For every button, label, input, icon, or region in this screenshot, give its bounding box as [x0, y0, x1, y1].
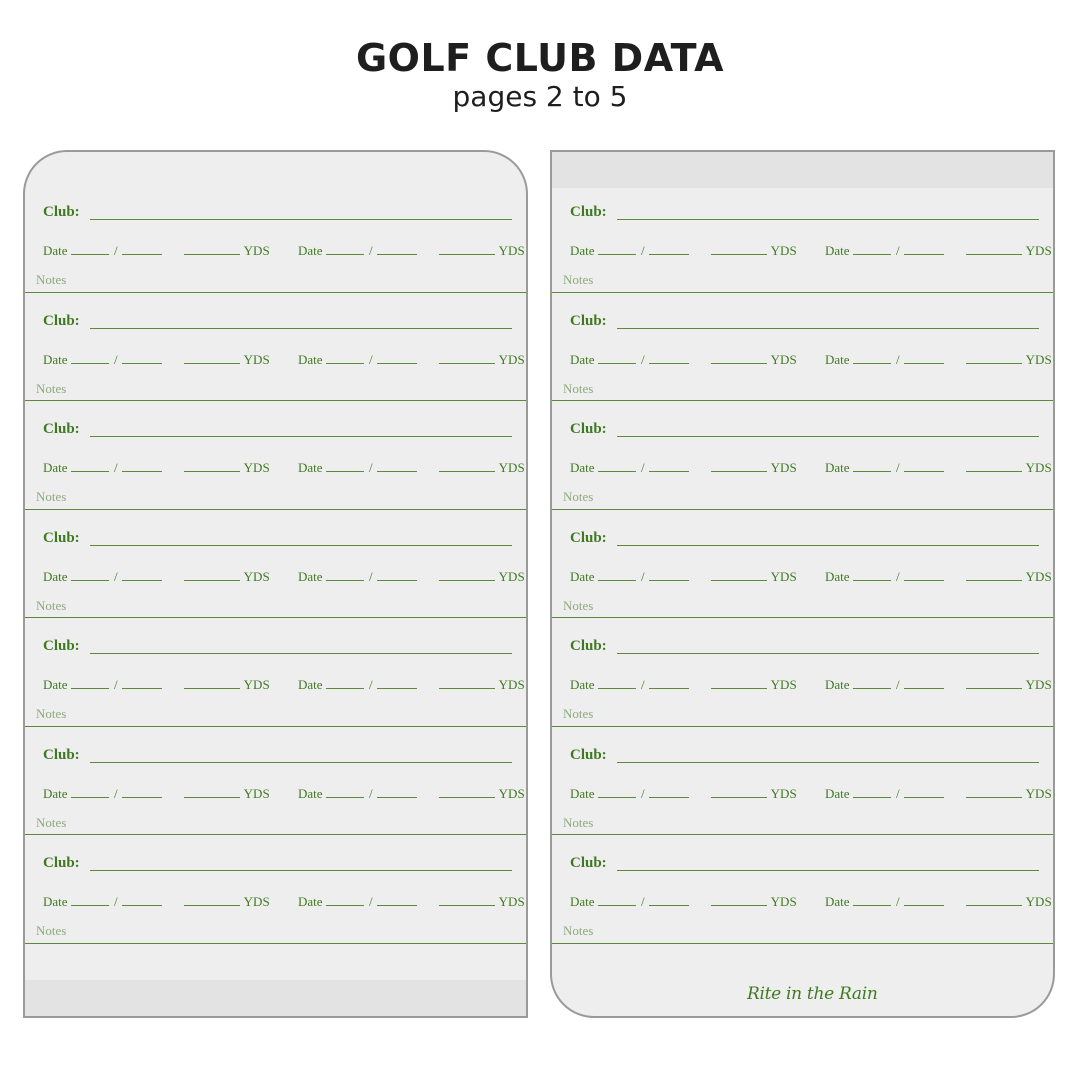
date-separator: /: [641, 568, 645, 584]
date-label: Date: [825, 894, 850, 909]
club-label: Club:: [570, 204, 607, 220]
yardage-field[interactable]: [184, 785, 240, 798]
yds-label: YDS: [1025, 351, 1052, 367]
date-month-field[interactable]: [853, 893, 891, 906]
brand-logo: Rite in the Rain: [747, 984, 878, 1004]
date-label: Date: [825, 785, 850, 801]
date-label: Date: [825, 677, 850, 692]
club-label: Club:: [570, 746, 607, 763]
date-separator: /: [896, 568, 900, 584]
date-day-field[interactable]: [649, 242, 689, 255]
club-name-field[interactable]: [90, 219, 512, 220]
club-label: Club:: [43, 529, 80, 546]
yds-label: YDS: [498, 785, 525, 801]
page-title: GOLF CLUB DATA: [355, 36, 725, 80]
date-day-field[interactable]: [377, 351, 417, 364]
yardage-field[interactable]: [966, 459, 1022, 472]
date-label: Date: [298, 677, 323, 692]
notes-label: Notes: [563, 489, 594, 504]
date-separator: /: [896, 460, 900, 475]
yardage-field[interactable]: [439, 893, 495, 906]
yardage-field[interactable]: [439, 351, 495, 364]
date-day-field[interactable]: [377, 459, 417, 472]
date-month-field[interactable]: [853, 676, 891, 689]
yardage-field[interactable]: [184, 893, 240, 906]
notes-label: Notes: [36, 814, 67, 830]
date-month-field[interactable]: [598, 893, 636, 906]
club-entry: [25, 727, 526, 836]
club-name-field[interactable]: [90, 328, 512, 329]
club-name-field[interactable]: [90, 870, 512, 871]
yds-label: YDS: [770, 351, 797, 367]
date-distance-group: [298, 351, 525, 368]
date-day-field[interactable]: [904, 568, 944, 581]
date-month-field[interactable]: [853, 568, 891, 581]
date-label: Date: [570, 568, 595, 584]
yardage-field[interactable]: [711, 242, 767, 255]
yardage-field[interactable]: [184, 242, 240, 255]
yds-label: YDS: [243, 677, 270, 692]
club-name-field[interactable]: [90, 762, 512, 763]
date-distance-group: [43, 568, 270, 585]
date-label: Date: [298, 460, 323, 475]
date-distance-group: [43, 893, 270, 910]
date-month-field[interactable]: [326, 459, 364, 472]
yds-label: YDS: [498, 894, 525, 909]
notebook-page-left: [23, 150, 528, 1018]
date-day-field[interactable]: [904, 785, 944, 798]
yds-label: YDS: [1025, 677, 1052, 692]
date-separator: /: [369, 785, 373, 801]
date-distance-group: [825, 459, 1052, 476]
club-entry: [552, 293, 1053, 402]
club-name-field[interactable]: [617, 328, 1039, 329]
date-distance-group: [570, 785, 797, 802]
yds-label: YDS: [243, 243, 270, 258]
date-month-field[interactable]: [71, 893, 109, 906]
date-distance-group: [570, 676, 797, 693]
date-label: Date: [298, 894, 323, 909]
date-day-field[interactable]: [649, 676, 689, 689]
date-distance-group: [298, 785, 525, 802]
notes-label: Notes: [36, 923, 67, 938]
date-month-field[interactable]: [326, 568, 364, 581]
club-label: Club:: [570, 421, 607, 437]
yardage-field[interactable]: [184, 568, 240, 581]
club-name-field[interactable]: [617, 436, 1039, 437]
date-day-field[interactable]: [649, 568, 689, 581]
club-entry: [552, 618, 1053, 727]
date-month-field[interactable]: [598, 568, 636, 581]
club-entry: [25, 510, 526, 619]
date-day-field[interactable]: [377, 785, 417, 798]
yds-label: YDS: [498, 677, 525, 692]
date-label: Date: [43, 243, 68, 258]
yardage-field[interactable]: [711, 785, 767, 798]
date-day-field[interactable]: [122, 568, 162, 581]
club-label: Club:: [570, 529, 607, 546]
club-name-field[interactable]: [617, 653, 1039, 654]
notes-label: Notes: [36, 706, 67, 721]
date-distance-group: [570, 893, 797, 910]
club-label: Club:: [570, 638, 607, 654]
date-month-field[interactable]: [326, 893, 364, 906]
date-separator: /: [896, 351, 900, 367]
date-separator: /: [369, 894, 373, 909]
date-separator: /: [896, 243, 900, 258]
yardage-field[interactable]: [711, 893, 767, 906]
date-day-field[interactable]: [122, 459, 162, 472]
notes-label: Notes: [563, 923, 594, 938]
date-label: Date: [570, 677, 595, 692]
yardage-field[interactable]: [966, 676, 1022, 689]
club-label: Club:: [43, 855, 80, 871]
date-distance-group: [43, 459, 270, 476]
yardage-field[interactable]: [184, 351, 240, 364]
date-distance-group: [825, 785, 1052, 802]
notes-label: Notes: [563, 380, 594, 396]
club-entry: [552, 727, 1053, 836]
club-entry: [552, 510, 1053, 619]
yardage-field[interactable]: [439, 785, 495, 798]
date-separator: /: [114, 243, 118, 258]
date-month-field[interactable]: [853, 242, 891, 255]
date-separator: /: [641, 243, 645, 258]
yardage-field[interactable]: [439, 459, 495, 472]
date-month-field[interactable]: [853, 351, 891, 364]
date-distance-group: [570, 459, 797, 476]
date-distance-group: [570, 242, 797, 259]
date-distance-group: [570, 568, 797, 585]
date-day-field[interactable]: [649, 893, 689, 906]
date-month-field[interactable]: [598, 459, 636, 472]
yds-label: YDS: [770, 460, 797, 475]
date-day-field[interactable]: [904, 242, 944, 255]
date-label: Date: [570, 460, 595, 475]
date-label: Date: [570, 785, 595, 801]
club-name-field[interactable]: [617, 219, 1039, 220]
date-separator: /: [641, 460, 645, 475]
date-label: Date: [43, 568, 68, 584]
date-label: Date: [43, 894, 68, 909]
date-month-field[interactable]: [326, 785, 364, 798]
date-month-field[interactable]: [71, 459, 109, 472]
yds-label: YDS: [770, 785, 797, 801]
date-distance-group: [825, 676, 1052, 693]
date-distance-group: [298, 893, 525, 910]
date-label: Date: [825, 460, 850, 475]
yds-label: YDS: [498, 568, 525, 584]
notes-label: Notes: [563, 597, 594, 613]
yds-label: YDS: [243, 351, 270, 367]
date-day-field[interactable]: [649, 459, 689, 472]
date-distance-group: [298, 459, 525, 476]
date-month-field[interactable]: [598, 351, 636, 364]
date-day-field[interactable]: [904, 893, 944, 906]
date-day-field[interactable]: [377, 242, 417, 255]
club-name-field[interactable]: [90, 653, 512, 654]
date-label: Date: [570, 243, 595, 258]
date-separator: /: [896, 785, 900, 801]
date-month-field[interactable]: [326, 676, 364, 689]
date-month-field[interactable]: [326, 242, 364, 255]
date-separator: /: [114, 785, 118, 801]
yds-label: YDS: [498, 243, 525, 258]
page-bottom-band: [25, 980, 526, 1016]
date-label: Date: [825, 243, 850, 258]
club-name-field[interactable]: [617, 762, 1039, 763]
page-subtitle: pages 2 to 5: [452, 80, 628, 113]
club-entry: [25, 293, 526, 402]
date-day-field[interactable]: [122, 785, 162, 798]
yardage-field[interactable]: [966, 893, 1022, 906]
date-label: Date: [43, 351, 68, 367]
club-label: Club:: [43, 204, 80, 220]
yds-label: YDS: [243, 894, 270, 909]
notebook-page-right: [550, 150, 1055, 1018]
date-separator: /: [641, 894, 645, 909]
yds-label: YDS: [243, 568, 270, 584]
yardage-field[interactable]: [439, 242, 495, 255]
date-distance-group: [43, 785, 270, 802]
date-day-field[interactable]: [122, 893, 162, 906]
date-day-field[interactable]: [904, 676, 944, 689]
date-day-field[interactable]: [122, 676, 162, 689]
date-distance-group: [825, 351, 1052, 368]
date-distance-group: [43, 242, 270, 259]
notes-label: Notes: [36, 380, 67, 396]
yardage-field[interactable]: [711, 568, 767, 581]
date-separator: /: [369, 568, 373, 584]
date-day-field[interactable]: [904, 459, 944, 472]
club-name-field[interactable]: [90, 436, 512, 437]
entry-list: [25, 184, 526, 944]
date-separator: /: [369, 677, 373, 692]
date-label: Date: [43, 677, 68, 692]
yardage-field[interactable]: [711, 676, 767, 689]
date-distance-group: [570, 351, 797, 368]
date-day-field[interactable]: [904, 351, 944, 364]
date-month-field[interactable]: [71, 568, 109, 581]
yds-label: YDS: [1025, 568, 1052, 584]
yardage-field[interactable]: [184, 676, 240, 689]
date-month-field[interactable]: [853, 785, 891, 798]
yardage-field[interactable]: [439, 676, 495, 689]
date-distance-group: [825, 242, 1052, 259]
yardage-field[interactable]: [711, 459, 767, 472]
club-name-field[interactable]: [617, 545, 1039, 546]
yardage-field[interactable]: [966, 568, 1022, 581]
yds-label: YDS: [770, 894, 797, 909]
date-month-field[interactable]: [598, 785, 636, 798]
date-month-field[interactable]: [598, 676, 636, 689]
date-distance-group: [298, 242, 525, 259]
date-label: Date: [570, 351, 595, 367]
club-label: Club:: [43, 746, 80, 763]
yds-label: YDS: [1025, 460, 1052, 475]
yardage-field[interactable]: [184, 459, 240, 472]
date-separator: /: [369, 460, 373, 475]
date-label: Date: [298, 243, 323, 258]
club-label: Club:: [43, 638, 80, 654]
date-day-field[interactable]: [649, 351, 689, 364]
date-distance-group: [825, 568, 1052, 585]
yardage-field[interactable]: [966, 242, 1022, 255]
yardage-field[interactable]: [966, 351, 1022, 364]
notes-label: Notes: [36, 272, 67, 287]
notes-label: Notes: [563, 706, 594, 721]
date-day-field[interactable]: [122, 242, 162, 255]
date-day-field[interactable]: [122, 351, 162, 364]
date-day-field[interactable]: [649, 785, 689, 798]
yardage-field[interactable]: [439, 568, 495, 581]
date-month-field[interactable]: [71, 242, 109, 255]
page-top-band: [552, 152, 1053, 188]
date-month-field[interactable]: [326, 351, 364, 364]
date-separator: /: [641, 785, 645, 801]
club-label: Club:: [570, 312, 607, 329]
date-separator: /: [114, 351, 118, 367]
notes-label: Notes: [563, 814, 594, 830]
date-distance-group: [298, 568, 525, 585]
date-label: Date: [298, 785, 323, 801]
yds-label: YDS: [770, 677, 797, 692]
club-entry: [25, 401, 526, 510]
entry-list: [552, 184, 1053, 944]
date-label: Date: [825, 351, 850, 367]
date-separator: /: [369, 351, 373, 367]
date-separator: /: [114, 460, 118, 475]
date-distance-group: [825, 893, 1052, 910]
club-entry: [25, 184, 526, 293]
notes-label: Notes: [563, 272, 594, 287]
date-separator: /: [369, 243, 373, 258]
yds-label: YDS: [243, 785, 270, 801]
yds-label: YDS: [1025, 894, 1052, 909]
club-entry: [552, 835, 1053, 944]
club-label: Club:: [43, 312, 80, 329]
date-distance-group: [43, 351, 270, 368]
yardage-field[interactable]: [711, 351, 767, 364]
yds-label: YDS: [498, 351, 525, 367]
club-name-field[interactable]: [617, 870, 1039, 871]
date-day-field[interactable]: [377, 676, 417, 689]
yds-label: YDS: [498, 460, 525, 475]
club-label: Club:: [570, 855, 607, 871]
date-month-field[interactable]: [71, 785, 109, 798]
yds-label: YDS: [243, 460, 270, 475]
date-month-field[interactable]: [71, 351, 109, 364]
club-entry: [552, 401, 1053, 510]
date-distance-group: [43, 676, 270, 693]
date-label: Date: [43, 785, 68, 801]
club-entry: [25, 835, 526, 944]
notes-label: Notes: [36, 597, 67, 613]
date-label: Date: [570, 894, 595, 909]
date-label: Date: [298, 351, 323, 367]
yds-label: YDS: [770, 243, 797, 258]
yardage-field[interactable]: [966, 785, 1022, 798]
club-label: Club:: [43, 421, 80, 437]
date-label: Date: [43, 460, 68, 475]
date-month-field[interactable]: [71, 676, 109, 689]
date-separator: /: [114, 568, 118, 584]
yds-label: YDS: [770, 568, 797, 584]
date-day-field[interactable]: [377, 893, 417, 906]
date-separator: /: [641, 677, 645, 692]
date-day-field[interactable]: [377, 568, 417, 581]
date-separator: /: [114, 677, 118, 692]
club-name-field[interactable]: [90, 545, 512, 546]
date-separator: /: [896, 677, 900, 692]
club-entry: [25, 618, 526, 727]
yds-label: YDS: [1025, 243, 1052, 258]
date-separator: /: [641, 351, 645, 367]
club-entry: [552, 184, 1053, 293]
date-label: Date: [298, 568, 323, 584]
date-separator: /: [114, 894, 118, 909]
notes-label: Notes: [36, 489, 67, 504]
date-distance-group: [298, 676, 525, 693]
date-month-field[interactable]: [598, 242, 636, 255]
date-month-field[interactable]: [853, 459, 891, 472]
yds-label: YDS: [1025, 785, 1052, 801]
date-separator: /: [896, 894, 900, 909]
date-label: Date: [825, 568, 850, 584]
